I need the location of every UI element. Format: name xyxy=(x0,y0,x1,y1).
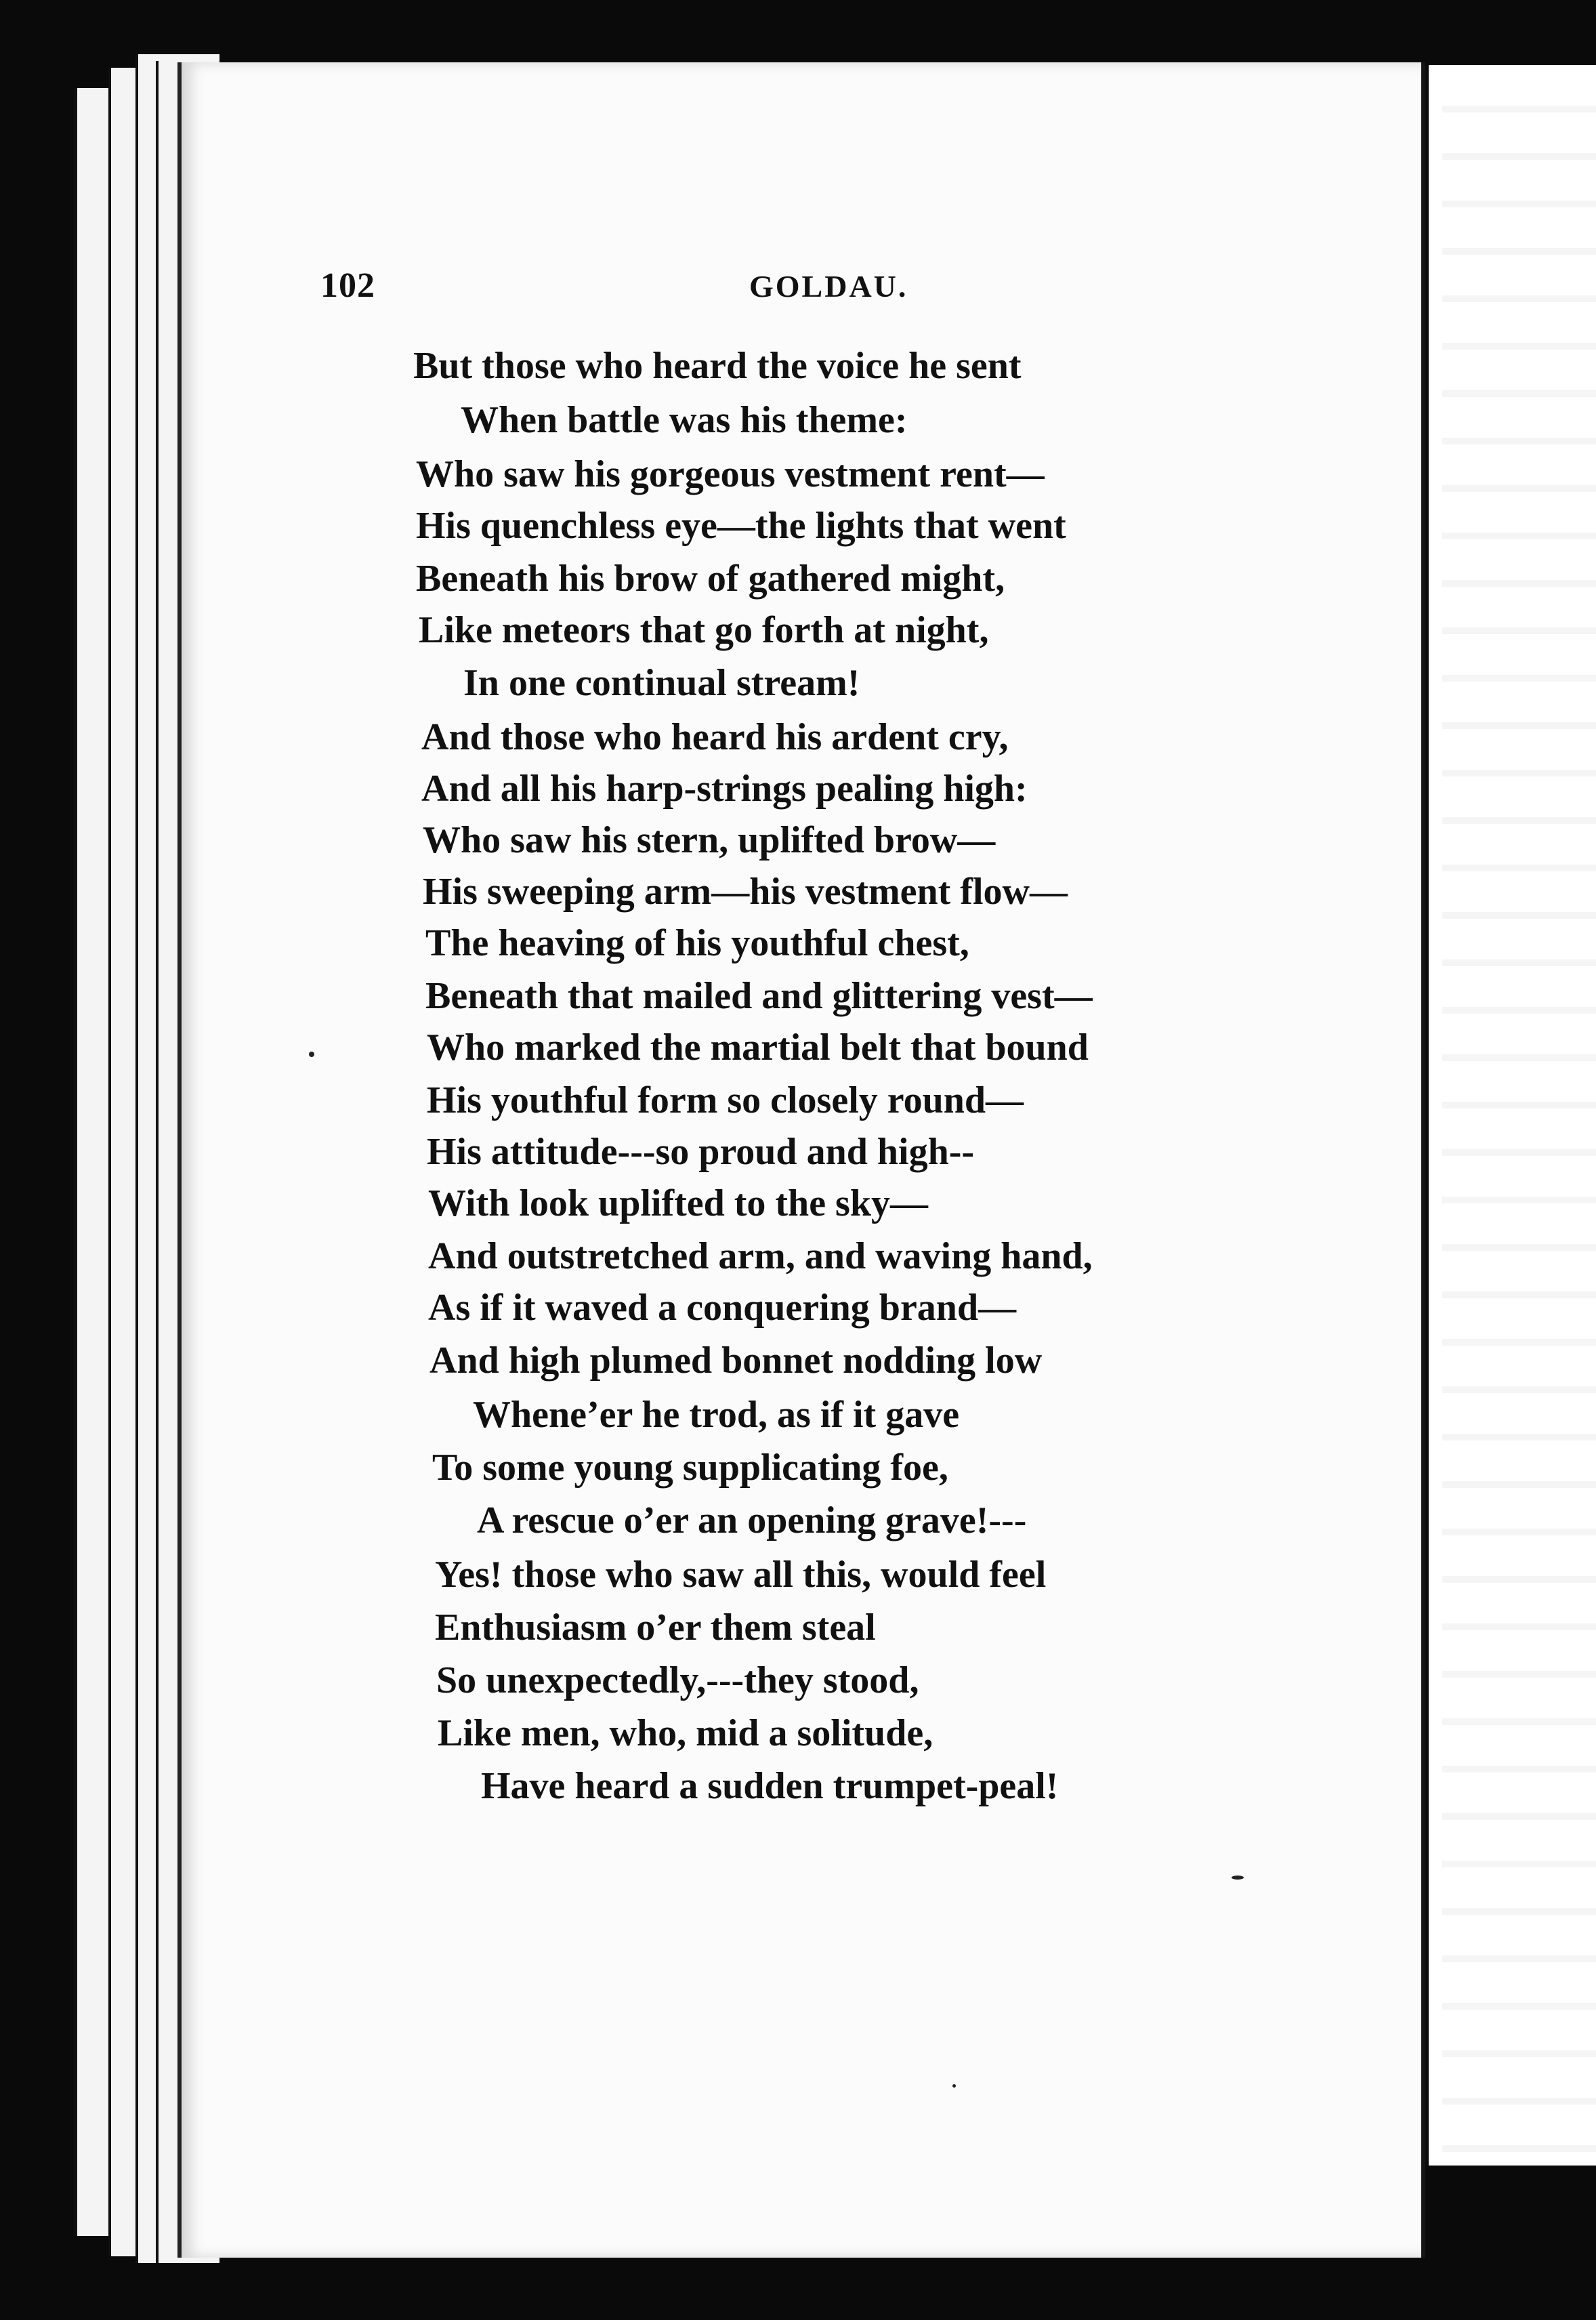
poem-line: Like meteors that go forth at night, xyxy=(419,609,989,651)
poem-line: Who saw his gorgeous vestment rent— xyxy=(416,453,1045,495)
running-head xyxy=(182,266,1421,320)
poem-line: So unexpectedly,---they stood, xyxy=(436,1659,919,1701)
poem-line: Who marked the martial belt that bound xyxy=(427,1027,1089,1069)
running-title: GOLDAU. xyxy=(749,269,908,304)
poem-line: Yes! those who saw all this, would feel xyxy=(435,1554,1047,1596)
poem-line: But those who heard the voice he sent xyxy=(413,345,1022,387)
poem-line: When battle was his theme: xyxy=(461,399,908,441)
facing-page xyxy=(1425,65,1596,2166)
ink-speck xyxy=(309,1052,314,1057)
poem-line: And all his harp-strings pealing high: xyxy=(421,768,1028,810)
show-through-text xyxy=(1442,65,1596,2166)
poem-line: His quenchless eye—the lights that went xyxy=(416,505,1066,547)
poem-line: Who saw his stern, uplifted brow— xyxy=(423,819,996,861)
poem-line: Like men, who, mid a solitude, xyxy=(438,1712,933,1754)
poem-line: His sweeping arm—his vestment flow— xyxy=(423,871,1068,913)
poem-line: As if it waved a conquering brand— xyxy=(428,1287,1017,1329)
poem-line: And outstretched arm, and waving hand, xyxy=(428,1235,1093,1277)
poem-line: And high plumed bonnet nodding low xyxy=(429,1340,1043,1382)
poem-line: In one continual stream! xyxy=(463,662,860,704)
poem-line: The heaving of his youthful chest, xyxy=(425,922,969,964)
poem-line: Whene’er he trod, as if it gave xyxy=(473,1394,960,1436)
ink-speck xyxy=(952,2084,956,2088)
poem-line: Beneath his brow of gathered might, xyxy=(416,558,1005,600)
poem-line: His youthful form so closely round— xyxy=(427,1079,1024,1121)
poem-line: To some young supplicating foe, xyxy=(432,1447,948,1489)
page-number: 102 xyxy=(320,266,375,305)
poem-line: His attitude---so proud and high-- xyxy=(427,1131,975,1173)
poem-line: And those who heard his ardent cry, xyxy=(421,716,1009,758)
ink-speck xyxy=(1232,1876,1244,1880)
poem-line: Enthusiasm o’er them steal xyxy=(435,1607,876,1649)
book-page xyxy=(177,62,1425,2258)
poem-line: With look uplifted to the sky— xyxy=(428,1182,928,1224)
poem-line: Have heard a sudden trumpet-peal! xyxy=(481,1765,1059,1807)
poem-line: A rescue o’er an opening grave!--- xyxy=(477,1499,1027,1541)
poem-line: Beneath that mailed and glittering vest— xyxy=(425,975,1093,1017)
